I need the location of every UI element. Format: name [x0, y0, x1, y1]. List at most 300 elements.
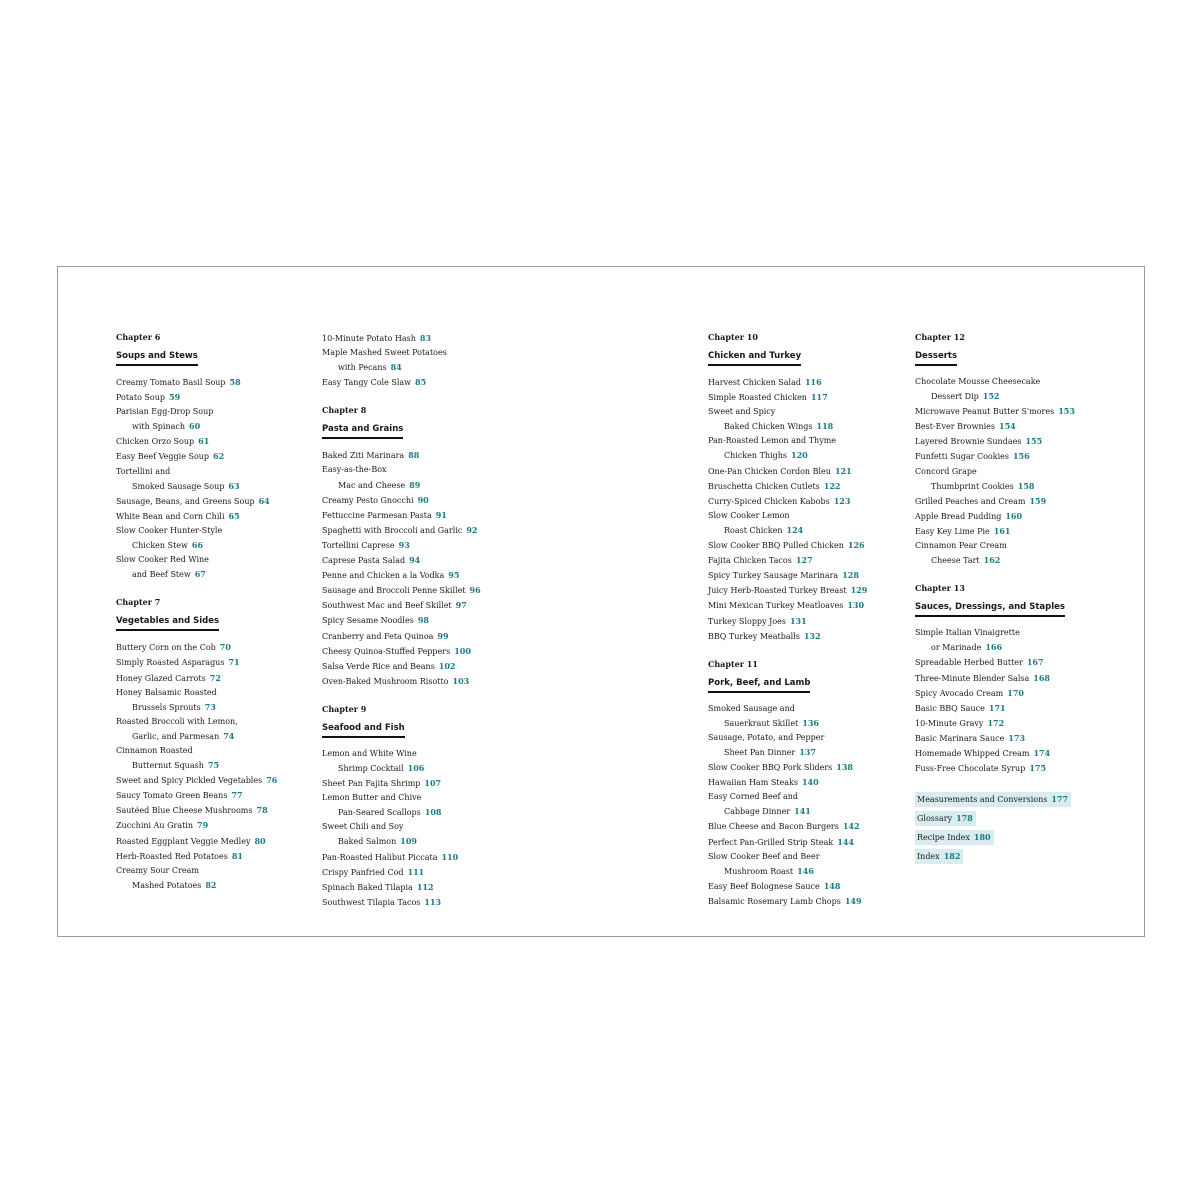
- recipe-title: Chicken Stew: [132, 541, 188, 551]
- recipe-title: Maple Mashed Sweet Potatoes: [322, 348, 447, 358]
- toc-entry: [708, 479, 903, 494]
- toc-entry: [708, 538, 903, 553]
- toc-entry: [322, 493, 522, 508]
- toc-entry: [116, 803, 306, 818]
- toc-entry: [116, 524, 306, 538]
- page-number: 148: [823, 880, 841, 891]
- recipe-title: Juicy Herb-Roasted Turkey Breast: [708, 586, 847, 596]
- page-number: 95: [448, 570, 460, 581]
- toc-entry: [915, 671, 1125, 686]
- page-number: 144: [837, 836, 854, 847]
- recipe-title: Spicy Sesame Noodles: [322, 616, 414, 626]
- page-number: 159: [1029, 495, 1047, 506]
- toc-entry: [915, 686, 1125, 701]
- toc-entry: [322, 613, 522, 628]
- recipe-title: Tortellini and: [116, 466, 171, 476]
- chapter-title-wrap: [116, 608, 306, 640]
- toc-entry: [322, 761, 522, 776]
- recipe-title: Easy Key Lime Pie: [915, 526, 990, 536]
- toc-entry: [116, 700, 306, 715]
- recipe-title: Spicy Turkey Sausage Marinara: [708, 571, 839, 581]
- toc-entry: [708, 819, 903, 834]
- toc-entry: [116, 553, 306, 567]
- page-number: 112: [416, 881, 434, 892]
- recipe-title: Easy Tangy Cole Slaw: [322, 378, 412, 388]
- toc-entry: [915, 375, 1125, 389]
- page-number: 99: [437, 630, 449, 641]
- toc-entry: [116, 758, 306, 773]
- page-number: 173: [1008, 732, 1026, 743]
- page-number: 129: [850, 585, 868, 596]
- chapter-number: Chapter 10: [708, 332, 758, 342]
- page-number: 91: [435, 509, 447, 520]
- page-number: 74: [223, 730, 235, 741]
- toc-entry: [116, 671, 306, 686]
- recipe-title: Best-Ever Brownies: [915, 422, 996, 432]
- page-number: 168: [1033, 672, 1050, 683]
- recipe-title: Crispy Panfried Cod: [322, 867, 404, 877]
- recipe-title: Garlic, and Parmesan: [132, 731, 220, 741]
- page-number: 79: [197, 820, 209, 831]
- back-matter-entry: [915, 792, 1071, 807]
- chapter-number: Chapter 12: [915, 332, 965, 342]
- toc-entry: [915, 494, 1125, 509]
- toc-entry: [708, 731, 903, 745]
- page-number: 82: [205, 879, 217, 890]
- chapter-block: [322, 331, 522, 390]
- toc-entry: [322, 583, 522, 598]
- recipe-title: Perfect Pan-Grilled Strip Steak: [708, 837, 834, 847]
- page-number: 155: [1025, 436, 1043, 447]
- recipe-title: Easy Corned Beef and: [708, 792, 798, 802]
- chapter-title: Pork, Beef, and Lamb: [708, 678, 810, 693]
- recipe-title: 10-Minute Potato Hash: [322, 334, 416, 343]
- page-number: 78: [256, 805, 268, 816]
- page-number: 58: [229, 377, 241, 387]
- toc-entry: [708, 629, 903, 644]
- recipe-title: Sausage, Beans, and Greens Soup: [116, 496, 255, 506]
- recipe-title: Spaghetti with Broccoli and Garlic: [322, 525, 463, 535]
- toc-entry: [915, 419, 1125, 434]
- back-matter-list: [915, 790, 1125, 866]
- page-number: 152: [982, 391, 1000, 402]
- toc-entry: [708, 390, 903, 405]
- recipe-title: Butternut Squash: [132, 761, 204, 771]
- toc-entry: [116, 729, 306, 744]
- toc-entry: [322, 834, 522, 849]
- chapter-title: Vegetables and Sides: [116, 616, 219, 631]
- toc-entry: [116, 567, 306, 582]
- page-number: 177: [1051, 794, 1069, 805]
- recipe-title: Smoked Sausage Soup: [132, 481, 225, 491]
- toc-entry: [708, 509, 903, 523]
- book-spread: [57, 266, 1145, 937]
- recipe-title: Chocolate Mousse Cheesecake: [915, 377, 1041, 386]
- page-number: 156: [1012, 451, 1030, 462]
- page-number: 158: [1017, 480, 1035, 491]
- recipe-title: Sweet and Spicy Pickled Vegetables: [116, 776, 263, 786]
- page-number: 160: [1005, 510, 1023, 521]
- recipe-title: or Marinade: [931, 643, 982, 653]
- recipe-title: Creamy Sour Cream: [116, 865, 199, 875]
- toc-entry: [915, 731, 1125, 746]
- back-matter-entry: [915, 849, 963, 864]
- recipe-title: Southwest Mac and Beef Skillet: [322, 601, 452, 611]
- page-number: 153: [1058, 406, 1075, 417]
- chapter-block: [708, 331, 903, 644]
- recipe-title: Spinach Baked Tilapia: [322, 882, 413, 892]
- back-matter-label: Measurements and Conversions: [917, 795, 1048, 805]
- recipe-title: Simple Italian Vinaigrette: [915, 628, 1020, 638]
- recipe-title: with Spinach: [132, 422, 186, 432]
- recipe-title: Mashed Potatoes: [132, 880, 202, 890]
- page-number: 166: [985, 642, 1003, 653]
- toc-entry: [915, 701, 1125, 716]
- page-number: 81: [231, 850, 243, 861]
- page-number: 142: [842, 821, 860, 832]
- toc-entry: [322, 674, 522, 689]
- page-number: 106: [407, 762, 425, 773]
- toc-entry: [322, 895, 522, 910]
- page-number: 113: [424, 896, 442, 907]
- page-number: 80: [254, 835, 266, 846]
- page-number: 116: [804, 377, 822, 387]
- page-number: 161: [993, 525, 1011, 536]
- toc-entry: [708, 405, 903, 419]
- recipe-title: Honey Glazed Carrots: [116, 673, 206, 683]
- page-number: 66: [191, 540, 204, 551]
- page-number: 108: [424, 807, 442, 818]
- page-number: 64: [258, 495, 270, 506]
- page-number: 170: [1007, 687, 1024, 698]
- toc-entry: [116, 405, 306, 419]
- recipe-title: Sauerkraut Skillet: [724, 718, 799, 728]
- page-number: 97: [455, 600, 467, 611]
- recipe-title: Three-Minute Blender Salsa: [915, 673, 1030, 683]
- chapter-title-wrap: [322, 715, 522, 747]
- toc-entry: [915, 449, 1125, 464]
- page-number: 110: [441, 851, 459, 862]
- recipe-title: Roasted Eggplant Veggie Medley: [116, 836, 251, 846]
- page-number: 89: [409, 479, 421, 490]
- page-number: 149: [844, 895, 862, 906]
- chapter-number: Chapter 6: [116, 332, 161, 342]
- toc-entry: [322, 659, 522, 674]
- toc-entry: [915, 434, 1125, 449]
- toc-entry: [708, 523, 903, 538]
- recipe-title: Hawaiian Ham Steaks: [708, 778, 798, 788]
- toc-entry: [322, 360, 522, 375]
- chapter-title: Sauces, Dressings, and Staples: [915, 602, 1065, 617]
- recipe-title: Cheese Tart: [931, 556, 980, 566]
- toc-entry: [708, 598, 903, 613]
- toc-entry: [708, 760, 903, 775]
- page-number: 118: [816, 421, 834, 432]
- recipe-title: Slow Cooker Lemon: [708, 510, 790, 520]
- recipe-title: Fuss-Free Chocolate Syrup: [915, 764, 1026, 774]
- recipe-title: Baked Salmon: [338, 837, 397, 847]
- recipe-title: with Pecans: [338, 363, 387, 373]
- recipe-title: Curry-Spiced Chicken Kabobs: [708, 496, 830, 506]
- toc-entry: [915, 404, 1125, 419]
- toc-entry: [116, 773, 306, 788]
- recipe-title: Slow Cooker Red Wine: [116, 555, 209, 565]
- toc-column-3: [708, 331, 903, 923]
- page-number: 180: [973, 832, 991, 843]
- page-number: 154: [999, 421, 1016, 432]
- toc-entry: [322, 644, 522, 659]
- toc-entry: [322, 523, 522, 538]
- toc-entry: [708, 702, 903, 716]
- toc-entry: [116, 640, 306, 655]
- page-number: 122: [823, 480, 841, 491]
- toc-entry: [708, 850, 903, 864]
- toc-entry: [116, 849, 306, 864]
- toc-entry: [116, 834, 306, 849]
- recipe-title: Smoked Sausage and: [708, 703, 795, 713]
- toc-entry: [116, 375, 306, 390]
- page-number: 132: [803, 630, 821, 641]
- toc-entry: [116, 419, 306, 434]
- chapter-title-wrap: [116, 343, 306, 375]
- toc-entry: [116, 686, 306, 700]
- recipe-title: Bruschetta Chicken Cutlets: [708, 481, 820, 491]
- page-number: 92: [466, 524, 478, 535]
- page-number: 107: [424, 778, 442, 789]
- recipe-title: Herb-Roasted Red Potatoes: [116, 851, 228, 861]
- recipe-title: Spicy Avocado Cream: [915, 688, 1004, 698]
- chapter-number: Chapter 9: [322, 703, 367, 714]
- toc-entry: [708, 775, 903, 790]
- toc-entry: [915, 746, 1125, 761]
- toc-entry: [708, 464, 903, 479]
- recipe-title: Apple Bread Pudding: [915, 511, 1002, 521]
- chapter-number: Chapter 8: [322, 405, 367, 416]
- page-number: 59: [169, 392, 181, 403]
- recipe-title: Fettuccine Parmesan Pasta: [322, 510, 432, 520]
- toc-entry: [915, 465, 1125, 479]
- recipe-title: Sheet Pan Dinner: [724, 747, 796, 757]
- chapter-title: Seafood and Fish: [322, 723, 405, 738]
- toc-entry: [915, 716, 1125, 731]
- toc-entry: [116, 509, 306, 524]
- recipe-title: Chicken Orzo Soup: [116, 437, 195, 447]
- page-number: 88: [408, 450, 420, 461]
- recipe-title: Simple Roasted Chicken: [708, 393, 807, 403]
- recipe-title: Dessert Dip: [931, 392, 979, 402]
- toc-entry: [322, 880, 522, 895]
- recipe-title: Thumbprint Cookies: [931, 481, 1014, 491]
- recipe-title: Sweet and Spicy: [708, 407, 776, 417]
- page-number: 111: [407, 866, 425, 877]
- recipe-title: Cheesy Quinoa-Stuffed Peppers: [322, 646, 451, 656]
- back-matter-entry: [915, 830, 994, 845]
- toc-entry: [116, 390, 306, 405]
- recipe-title: Saucy Tomato Green Beans: [116, 791, 228, 801]
- page-number: 84: [390, 362, 402, 373]
- page-number: 178: [956, 813, 973, 824]
- page-number: 72: [209, 672, 221, 683]
- page-number: 137: [799, 746, 816, 757]
- recipe-title: Balsamic Rosemary Lamb Chops: [708, 896, 841, 906]
- page-number: 141: [794, 806, 811, 817]
- toc-entry: [116, 878, 306, 893]
- toc-entry: [116, 449, 306, 464]
- page-number: 138: [836, 762, 853, 773]
- recipe-title: Penne and Chicken a la Vodka: [322, 571, 445, 581]
- recipe-title: Sautéed Blue Cheese Mushrooms: [116, 806, 253, 816]
- back-matter-row: [915, 828, 1125, 847]
- page-number: 67: [194, 569, 206, 580]
- chapter-number: Chapter 11: [708, 658, 758, 669]
- recipe-title: Caprese Pasta Salad: [322, 556, 406, 566]
- recipe-title: and Beef Stew: [132, 570, 191, 580]
- recipe-title: Simply Roasted Asparagus: [116, 658, 225, 668]
- recipe-title: Honey Balsamic Roasted: [116, 687, 217, 697]
- chapter-title-wrap: [915, 343, 1125, 375]
- page-number: 62: [213, 451, 225, 462]
- page-number: 146: [797, 865, 814, 876]
- chapter-number: Chapter 13: [915, 583, 965, 594]
- toc-entry: [322, 568, 522, 583]
- toc-entry: [708, 745, 903, 760]
- chapter-title-wrap: [915, 594, 1125, 626]
- toc-entry: [708, 804, 903, 819]
- recipe-title: Oven-Baked Mushroom Risotto: [322, 676, 449, 686]
- recipe-title: 10-Minute Gravy: [915, 718, 984, 728]
- toc-entry: [322, 463, 522, 477]
- recipe-title: Sausage, Potato, and Pepper: [708, 732, 825, 742]
- recipe-title: Mac and Cheese: [338, 480, 406, 490]
- toc-entry: [322, 850, 522, 865]
- page-number: 98: [417, 615, 429, 626]
- recipe-title: Slow Cooker BBQ Pulled Chicken: [708, 541, 844, 551]
- toc-entry: [116, 818, 306, 833]
- chapter-title: Desserts: [915, 351, 957, 366]
- recipe-title: Southwest Tilapia Tacos: [322, 897, 421, 907]
- chapter-block: [116, 331, 306, 582]
- toc-entry: [322, 805, 522, 820]
- toc-entry: [915, 626, 1125, 640]
- recipe-title: Potato Soup: [116, 393, 166, 403]
- recipe-title: Cabbage Dinner: [724, 807, 791, 817]
- recipe-title: Brussels Sprouts: [132, 702, 201, 712]
- page-number: 131: [789, 615, 807, 626]
- toc-entry: [708, 614, 903, 629]
- toc-entry: [116, 864, 306, 878]
- recipe-title: Sweet Chili and Soy: [322, 822, 404, 832]
- page-number: 83: [419, 333, 432, 343]
- page-number: 124: [786, 524, 804, 535]
- recipe-title: Basic BBQ Sauce: [915, 703, 985, 713]
- toc-entry: [322, 331, 522, 346]
- recipe-title: White Bean and Corn Chili: [116, 511, 225, 521]
- recipe-title: Easy-as-the-Box: [322, 465, 387, 475]
- recipe-title: Mini Mexican Turkey Meatloaves: [708, 601, 844, 611]
- toc-entry: [116, 744, 306, 758]
- page-number: 162: [983, 555, 1001, 566]
- toc-entry: [915, 509, 1125, 524]
- page-number: 63: [228, 480, 240, 491]
- toc-entry: [116, 788, 306, 803]
- chapter-title-wrap: [708, 670, 903, 702]
- back-matter-row: [915, 809, 1125, 828]
- chapter-title: Chicken and Turkey: [708, 351, 801, 366]
- toc-entry: [915, 479, 1125, 494]
- recipe-title: Microwave Peanut Butter S'mores: [915, 407, 1055, 417]
- page-number: 60: [189, 421, 201, 432]
- page-number: 120: [791, 450, 808, 461]
- recipe-title: Sheet Pan Fajita Shrimp: [322, 779, 421, 789]
- recipe-title: Creamy Pesto Gnocchi: [322, 495, 414, 505]
- toc-entry: [915, 655, 1125, 670]
- toc-entry: [708, 419, 903, 434]
- toc-entry: [708, 448, 903, 463]
- toc-entry: [708, 568, 903, 583]
- toc-entry: [322, 478, 522, 493]
- recipe-title: Easy Beef Bolognese Sauce: [708, 881, 820, 891]
- toc-entry: [708, 375, 903, 390]
- recipe-title: Slow Cooker BBQ Pork Sliders: [708, 763, 833, 773]
- recipe-title: Pan-Roasted Lemon and Thyme: [708, 436, 837, 446]
- recipe-title: Slow Cooker Hunter-Style: [116, 525, 223, 535]
- chapter-block: [322, 703, 522, 910]
- toc-entry: [322, 820, 522, 834]
- page-number: 130: [847, 600, 865, 611]
- page-number: 93: [398, 539, 410, 550]
- page-number: 103: [452, 675, 470, 686]
- back-matter-row: [915, 790, 1125, 809]
- page-number: 136: [802, 717, 819, 728]
- page-number: 70: [219, 642, 231, 653]
- recipe-title: BBQ Turkey Meatballs: [708, 631, 800, 641]
- toc-entry: [708, 434, 903, 448]
- chapter-block: [915, 582, 1125, 776]
- page-number: 109: [400, 836, 417, 847]
- page-number: 96: [469, 585, 481, 596]
- toc-entry: [708, 494, 903, 509]
- recipe-title: Cranberry and Feta Quinoa: [322, 631, 434, 641]
- page-number: 172: [987, 717, 1005, 728]
- toc-entry: [322, 629, 522, 644]
- recipe-title: Pan-Roasted Halibut Piccata: [322, 852, 438, 862]
- chapter-number: Chapter 7: [116, 597, 161, 608]
- recipe-title: Easy Beef Veggie Soup: [116, 452, 210, 462]
- back-matter-label: Glossary: [917, 814, 953, 824]
- recipe-title: Zucchini Au Gratin: [116, 821, 194, 831]
- toc-entry: [915, 640, 1125, 655]
- toc-entry: [322, 865, 522, 880]
- toc-entry: [322, 375, 522, 390]
- toc-entry: [708, 894, 903, 909]
- toc-entry: [708, 790, 903, 804]
- recipe-title: Shrimp Cocktail: [338, 763, 404, 773]
- page-number: 174: [1033, 747, 1051, 758]
- recipe-title: Sausage and Broccoli Penne Skillet: [322, 586, 466, 596]
- toc-entry: [116, 538, 306, 553]
- page-number: 126: [847, 540, 865, 551]
- recipe-title: Turkey Sloppy Joes: [708, 616, 786, 626]
- toc-entry: [116, 715, 306, 729]
- chapter-title-wrap: [322, 416, 522, 448]
- recipe-title: Spreadable Herbed Butter: [915, 658, 1023, 668]
- page-number: 100: [454, 645, 471, 656]
- page-number: 94: [409, 555, 421, 566]
- recipe-title: Lemon Butter and Chive: [322, 793, 422, 803]
- toc-column-2: [322, 331, 522, 924]
- toc-entry: [322, 508, 522, 523]
- recipe-title: Concord Grape: [915, 466, 977, 476]
